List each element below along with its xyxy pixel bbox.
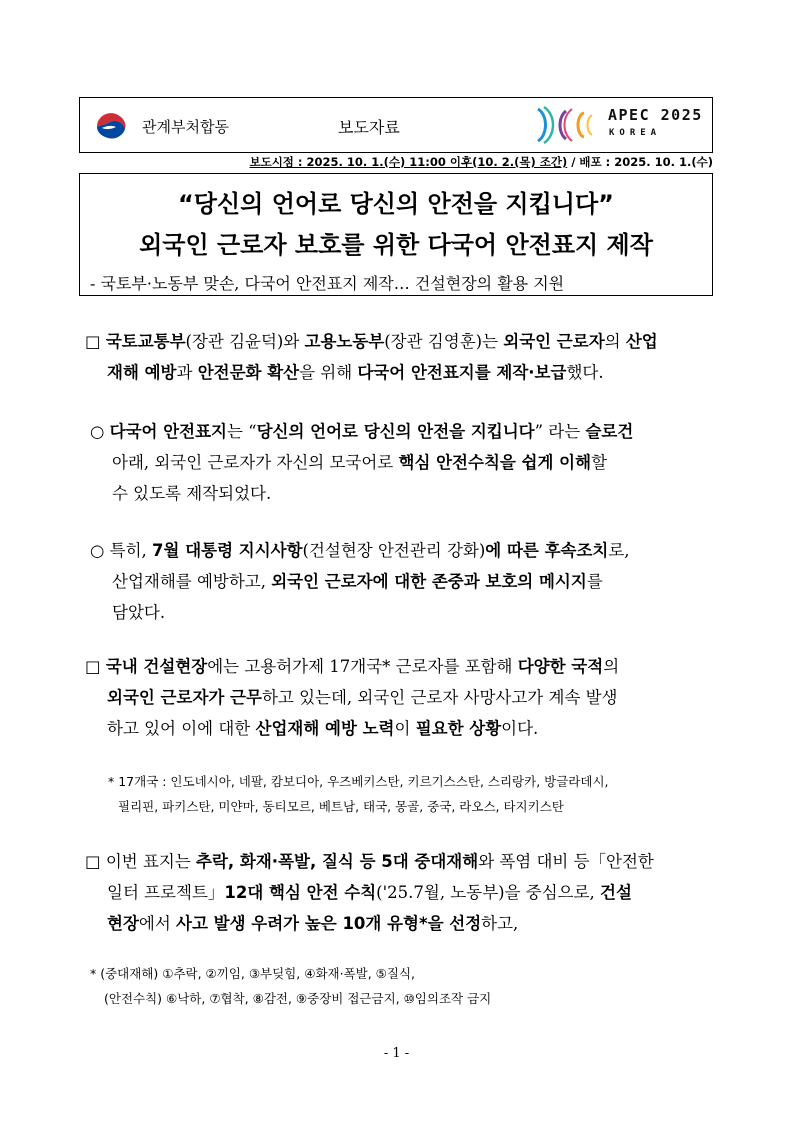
- body-text: 와 폭염 대비 등「안전한: [478, 852, 654, 871]
- government-logo-icon: [94, 110, 130, 140]
- body-text: 수 있도록 제작되었다.: [112, 484, 272, 503]
- footnote-types: [90, 961, 491, 1011]
- emphasis-text: 고용노동부: [304, 332, 385, 351]
- square-bullet: □: [85, 852, 101, 871]
- body-text: 담았다.: [112, 603, 166, 622]
- paragraph-line: [107, 719, 538, 738]
- body-text: 는 “: [226, 422, 257, 441]
- paragraph-line: [107, 883, 632, 902]
- body-text: 를: [586, 572, 603, 591]
- paragraph-line: [112, 453, 607, 472]
- emphasis-text: 7월 대통령 지시사항: [152, 541, 303, 560]
- title-box: [79, 173, 713, 296]
- emphasis-text: 다국어 안전표지: [109, 422, 227, 441]
- body-text: 이다.: [501, 719, 539, 738]
- emphasis-text: 에 따른 후속조치: [485, 541, 609, 560]
- emphasis-text: 다양한 국적: [517, 657, 604, 676]
- paragraph-line: [112, 603, 165, 622]
- page-number: - 1 -: [383, 1046, 410, 1061]
- square-bullet: □: [85, 332, 101, 351]
- emphasis-text: 재해 예방: [107, 363, 177, 382]
- apec-title: APEC 2025: [608, 106, 703, 124]
- embargo-line: [249, 154, 713, 170]
- headline-second: 외국인 근로자 보호를 위한 다국어 안전표지 제작: [139, 231, 653, 259]
- body-text: (건설현장 안전관리 강화): [302, 541, 486, 560]
- emphasis-text: 다국어 안전표지를 제작·보급: [357, 363, 567, 382]
- doc-type-label: 보도자료: [338, 118, 400, 137]
- paragraph-line: [110, 422, 634, 441]
- embargo-separator: /: [567, 155, 580, 169]
- body-text: 로,: [608, 541, 630, 560]
- emphasis-text: 외국인 근로자가 근무: [107, 688, 262, 707]
- body-text: 할: [591, 453, 608, 472]
- body-text: 과: [176, 363, 198, 382]
- emphasis-text: 산업재해 예방 노력: [255, 719, 395, 738]
- emphasis-text: 사고 발생 우려가 높은 10개 유형*을 선정: [176, 914, 482, 933]
- paragraph-2: [90, 416, 633, 509]
- paragraph-line: [106, 332, 658, 351]
- distribution-date: 배포 : 2025. 10. 1.(수): [579, 155, 713, 169]
- body-text: 특히,: [109, 541, 153, 560]
- footnote-line: (안전수칙) ⑥낙하, ⑦협착, ⑧감전, ⑨중장비 접근금지, ⑩임의조작 금지: [104, 991, 492, 1006]
- paragraph-line: [110, 541, 630, 560]
- paragraph-line: [106, 657, 619, 676]
- apec-subtitle: KOREA: [609, 128, 662, 138]
- paragraph-line: [112, 484, 271, 503]
- paragraph-1: [85, 326, 658, 388]
- body-text: 했다.: [566, 363, 604, 382]
- paragraph-line: [107, 363, 604, 382]
- embargo-time: 보도시점 : 2025. 10. 1.(수) 11:00 이후(10. 2.(목) 조간): [249, 155, 568, 169]
- circle-bullet: ○: [90, 541, 105, 560]
- emphasis-text: 슬로건: [585, 422, 634, 441]
- body-text: 하고,: [481, 914, 519, 933]
- body-text: 을 위해: [299, 363, 358, 382]
- header-box: [79, 97, 713, 153]
- body-text: (장관 김윤덕)와: [185, 332, 305, 351]
- paragraph-line: [106, 852, 654, 871]
- body-text: 에는 고용허가제 17개국* 근로자를 포함해: [207, 657, 518, 676]
- body-text: ('25.7월, 노동부)을 중심으로,: [376, 883, 600, 902]
- body-text: 에서: [138, 914, 177, 933]
- footnote-line: 필리핀, 파키스탄, 미얀마, 동티모르, 베트남, 태국, 몽골, 중국, 라오스, 타지키스탄: [118, 799, 564, 814]
- paragraph-4: [85, 651, 619, 744]
- body-text: ” 라는: [534, 422, 586, 441]
- emphasis-text: 외국인 근로자: [503, 332, 605, 351]
- emphasis-text: 추락, 화재·폭발, 질식 등 5대 중대재해: [196, 852, 479, 871]
- circle-bullet: ○: [90, 422, 105, 441]
- paragraph-line: [107, 688, 617, 707]
- emphasis-text: 국토교통부: [105, 332, 186, 351]
- paragraph-line: [107, 914, 518, 933]
- footnote-line: * 17개국 : 인도네시아, 네팔, 캄보디아, 우즈베키스탄, 키르기스스탄, 스리랑카, 방글라데시,: [108, 774, 609, 789]
- body-text: 의: [604, 332, 626, 351]
- footnote-countries: [108, 769, 609, 819]
- body-text: 산업재해를 예방하고,: [112, 572, 272, 591]
- emphasis-text: 12대 핵심 안전 수칙: [224, 883, 377, 902]
- emphasis-text: 필요한 상황: [415, 719, 502, 738]
- emphasis-text: 현장: [107, 914, 139, 933]
- emphasis-text: 핵심 안전수칙을 쉽게 이해: [398, 453, 592, 472]
- body-text: 의: [603, 657, 620, 676]
- paragraph-3: [90, 535, 630, 628]
- subheadline: - 국토부·노동부 맞손, 다국어 안전표지 제작… 건설현장의 활용 지원: [90, 274, 565, 293]
- footnote-line: * (중대재해) ①추락, ②끼임, ③부딪힘, ④화재·폭발, ⑤질식,: [90, 966, 415, 981]
- emphasis-text: 외국인 근로자에 대한 존중과 보호의 메시지: [271, 572, 587, 591]
- body-text: 일터 프로젝트」: [107, 883, 225, 902]
- emphasis-text: 안전문화 확산: [197, 363, 300, 382]
- body-text: 하고 있는데, 외국인 근로자 사망사고가 계속 발생: [261, 688, 618, 707]
- body-text: 하고 있어 이에 대한: [107, 719, 256, 738]
- headline: “당신의 언어로 당신의 안전을 지킵니다”: [178, 190, 614, 218]
- emphasis-text: 국내 건설현장: [105, 657, 208, 676]
- paragraph-5: [85, 846, 654, 939]
- square-bullet: □: [85, 657, 101, 676]
- paragraph-line: [112, 572, 603, 591]
- emphasis-text: 건설: [600, 883, 632, 902]
- body-text: 이번 표지는: [105, 852, 197, 871]
- body-text: (장관 김영훈)는: [384, 332, 504, 351]
- emphasis-text: 산업: [625, 332, 658, 351]
- emphasis-text: 당신의 언어로 당신의 안전을 지킵니다: [256, 422, 535, 441]
- apec-logo-icon: [532, 103, 604, 147]
- body-text: 아래, 외국인 근로자가 자신의 모국어로: [112, 453, 399, 472]
- ministry-label: 관계부처합동: [142, 118, 229, 136]
- body-text: 이: [394, 719, 416, 738]
